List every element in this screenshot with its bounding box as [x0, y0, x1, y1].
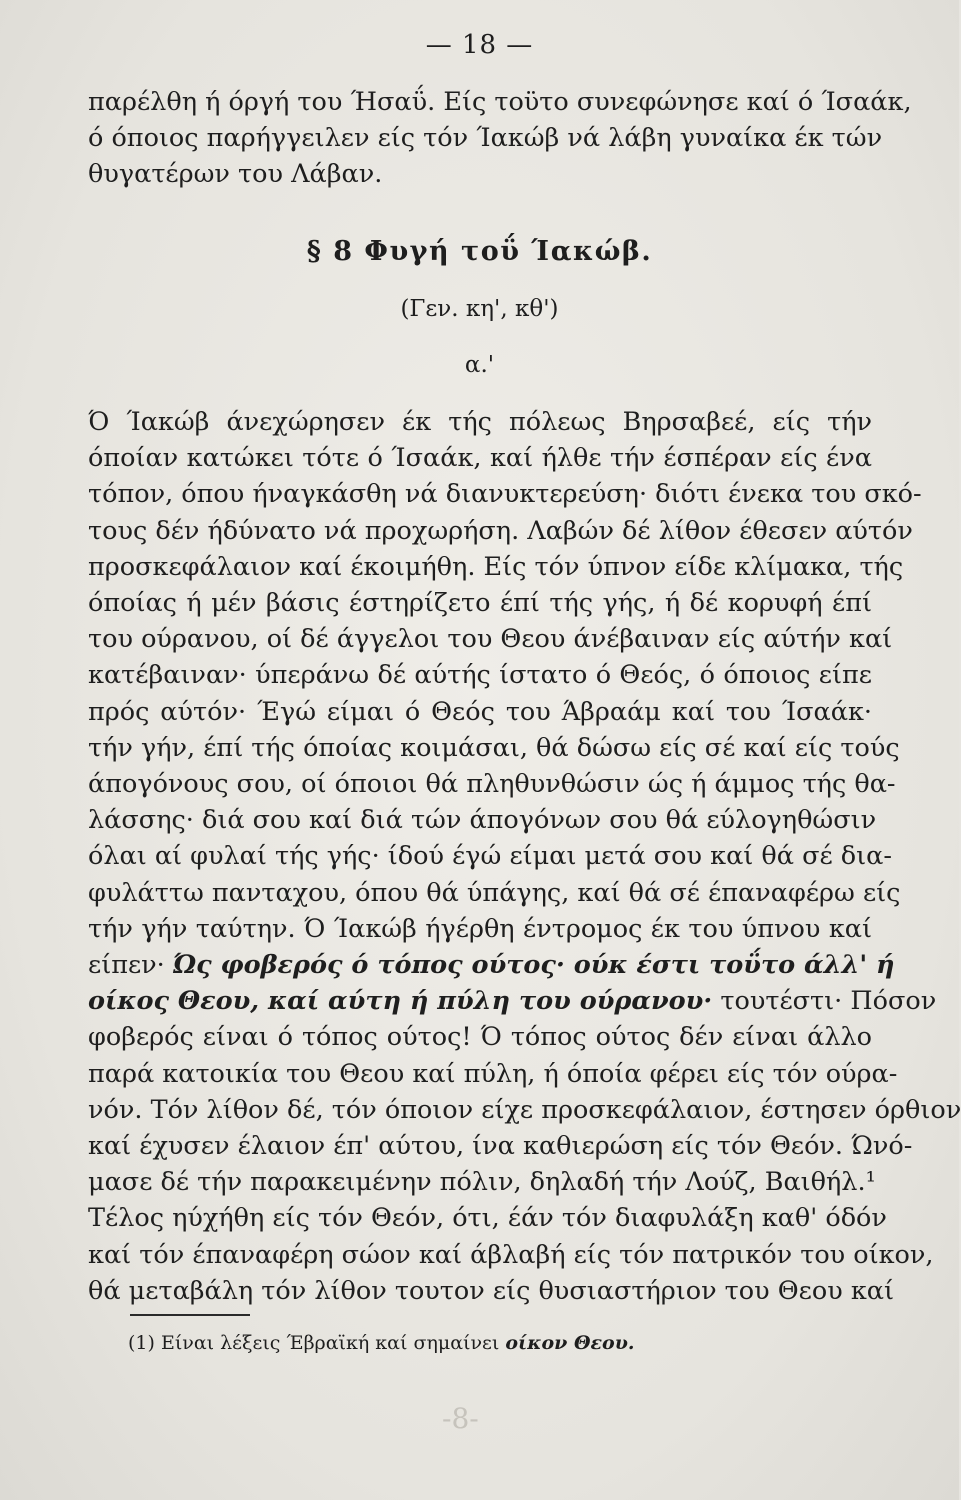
text-line: όποίας ή μέν βάσις έστηρίζετο έπί τής γής, ή δέ κορυφή έπί — [88, 588, 872, 619]
text-line: καί τόν έπαναφέρη σώον καί άβλαβή είς τόν πατρικόν του οίκον, — [88, 1239, 934, 1270]
text-line: τήν γήν ταύτην. Ό Ίακώβ ήγέρθη έντρομος έκ του ύπνου καί — [88, 913, 872, 944]
intro-paragraph — [88, 84, 912, 193]
faint-page-mark: -8- — [442, 1402, 479, 1435]
footnote-divider — [130, 1314, 250, 1316]
subsection-label: α.' — [464, 352, 495, 378]
text-line: τήν γήν, έπί τής όποίας κοιμάσαι, θά δώσω είς σέ καί είς τούς — [88, 732, 900, 763]
text-line: θυγατέρων του Λάβαν. — [88, 159, 383, 190]
text-line: άπογόνους σου, οί όποιοι θά πληθυνθώσιν ώς ή άμμος τής θα- — [88, 769, 896, 800]
text-line: νόν. Τόν λίθον δέ, τόν όποιον είχε προσκεφάλαιον, έστησεν όρθιον — [88, 1094, 961, 1125]
text-line: λάσσης· διά σου καί διά τών άπογόνων σου θά εύλογηθώσιν — [88, 805, 877, 836]
quote-tail: τουτέστι· Πόσον — [712, 986, 937, 1017]
footnote-emphasis: οίκον Θεου. — [505, 1332, 635, 1354]
quote-line — [88, 983, 937, 1019]
text-line: του ούρανου, οί δέ άγγελοι του Θεου άνέβαιναν είς αύτήν καί — [88, 624, 893, 655]
quote-text: Ώς φοβερός ό τόπος ούτος· ούκ έστι τοΰτο άλλ' ή — [172, 950, 895, 981]
text-line: ό όποιος παρήγγειλεν είς τόν Ίακώβ νά λάβη γυναίκα έκ τών — [88, 123, 883, 154]
text-line: θά μεταβάλη τόν λίθον τουτον είς θυσιαστήριον του Θεου καί — [88, 1275, 894, 1306]
text-line: όλαι αί φυλαί τής γής· ίδού έγώ είμαι μετά σου καί θά σέ δια- — [88, 841, 892, 872]
section-heading: § 8 Φυγή τοΰ Ίακώβ. — [306, 236, 653, 267]
text-line: Τέλος ηύχήθη είς τόν Θεόν, ότι, έάν τόν διαφυλάξη καθ' όδόν — [88, 1203, 887, 1234]
text-line: φυλάττω πανταχου, όπου θά ύπάγης, καί θά σέ έπαναφέρω είς — [88, 877, 901, 908]
text-line: παρά κατοικία του Θεου καί πύλη, ή όποία φέρει είς τόν ούρα- — [88, 1058, 898, 1089]
text-line: προσκεφάλαιον καί έκοιμήθη. Είς τόν ύπνον είδε κλίμακα, τής — [88, 551, 904, 582]
text-line: τόπον, όπου ήναγκάσθη νά διανυκτερεύση· διότι ένεκα του σκό- — [88, 479, 922, 510]
scripture-reference: (Γεν. κη', κθ') — [400, 296, 559, 322]
footnote — [128, 1330, 848, 1356]
text-line: Ό Ίακώβ άνεχώρησεν έκ τής πόλεως Βηρσαβεέ, είς τήν — [88, 407, 872, 437]
text-line: κατέβαιναν· ύπεράνω δέ αύτής ίστατο ό Θεός, ό όποιος είπε — [88, 660, 872, 691]
footnote-text: (1) Είναι λέξεις Έβραϊκή καί σημαίνει — [128, 1332, 506, 1354]
quote-lead: είπεν· — [88, 950, 173, 981]
quote-text: οίκος Θεου, καί αύτη ή πύλη του ούρανου· — [88, 986, 713, 1017]
page-number: — 18 — — [425, 30, 534, 60]
text-line: τους δέν ήδύνατο νά προχωρήση. Λαβών δέ λίθον έθεσεν αύτόν — [88, 515, 913, 546]
text-line: παρέλθη ή όργή του Ήσαΰ. Είς τοϋτο συνεφώνησε καί ό Ίσαάκ, — [88, 87, 912, 117]
text-line: φοβερός είναι ό τόπος ούτος! Ό τόπος ούτος δέν είναι άλλο — [88, 1022, 872, 1053]
text-line: μασε δέ τήν παρακειμένην πόλιν, δηλαδή τήν Λούζ, Βαιθήλ.¹ — [88, 1167, 876, 1198]
text-line: καί έχυσεν έλαιον έπ' αύτου, ίνα καθιερώση είς τόν Θεόν. Ώνό- — [88, 1131, 913, 1162]
main-paragraph — [88, 404, 961, 1309]
quote-line — [88, 947, 895, 983]
text-line: πρός αύτόν· Έγώ είμαι ό Θεός του Άβραάμ καί του Ίσαάκ· — [88, 696, 872, 727]
text-line: όποίαν κατώκει τότε ό Ίσαάκ, καί ήλθε τήν έσπέραν είς ένα — [88, 443, 872, 474]
